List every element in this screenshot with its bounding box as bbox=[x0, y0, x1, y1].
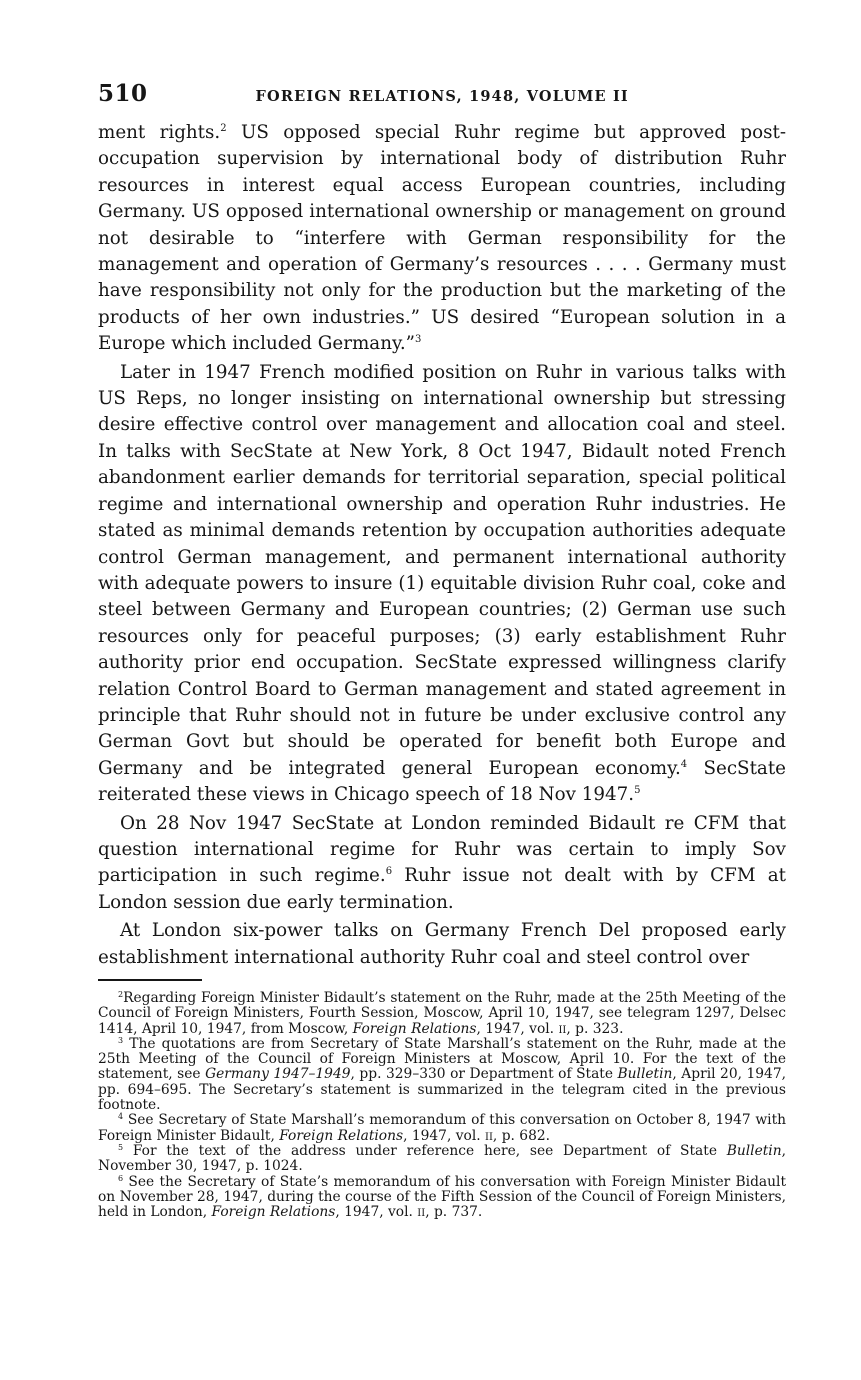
page-number: 510 bbox=[98, 80, 148, 107]
paragraphs-2-footnote-ref: 6 bbox=[385, 866, 393, 878]
footnote-4 bbox=[98, 1113, 786, 1144]
paragraphs-1-text: SecState reiterated these views in Chicago speech of 18 Nov 1947. bbox=[98, 757, 786, 806]
footnotes-4-footnote-ref: 6 bbox=[118, 1173, 124, 1183]
paragraphs-1-footnote-ref: 4 bbox=[680, 758, 688, 770]
footnotes-1-footnote-ref: 3 bbox=[118, 1035, 124, 1045]
footnotes-1-text: , pp. 329–330 or Department of State bbox=[350, 1066, 618, 1083]
footnotes-0-footnote-ref: 2 bbox=[118, 990, 124, 999]
footnotes-1-text: The quotations are from Secretary of State Marshall’s statement on the Ruhr, made at the 25th Meeting of the Council of Foreign Ministers at Moscow, April 10. For the text of the statement, see bbox=[98, 1035, 786, 1083]
footnotes-4-text: See the Secretary of State’s memorandum of his conversation with Foreign Minister Bidault on November 28, 1947, during the course of the Fifth Session of the Council of Foreign Ministers, held in London, bbox=[98, 1173, 786, 1221]
footnotes-4-text: , 1947, vol. bbox=[335, 1204, 418, 1221]
footnotes-1-text: , April 20, 1947, pp. 694–695. The Secretary’s statement is summarized in the telegram cited in the previous footnote. bbox=[98, 1066, 786, 1114]
document-page bbox=[98, 80, 786, 1220]
paragraphs-2-text: On 28 Nov 1947 SecState at London reminded Bidault re CFM that question international regime for Ruhr was certain to imply Sov participation in such regime. bbox=[98, 812, 786, 887]
paragraphs-2-text: Ruhr issue not dealt with by CFM at London session due early termination. bbox=[98, 865, 786, 913]
footnotes-2-text: , 1947, vol. bbox=[403, 1127, 486, 1144]
footnotes-3-footnote-ref: 5 bbox=[118, 1142, 124, 1152]
paragraph-4 bbox=[98, 918, 786, 971]
body-text bbox=[98, 120, 786, 971]
footnotes-0-text: Regarding Foreign Minister Bidault’s statement on the Ruhr, made at the 25th Meeting of the Council of Foreign Ministers, Fourth Session, Moscow, April 10, 1947, see telegram 1297, Delsec 1414, April 10, 1947, from Moscow, bbox=[98, 990, 786, 1037]
footnotes bbox=[98, 991, 786, 1220]
page-header bbox=[98, 80, 786, 120]
footnotes-2-volume-numeral: ii bbox=[485, 1127, 493, 1144]
footnotes-0-text: , 1947, vol. bbox=[476, 1020, 559, 1037]
footnotes-0-italic-title: Foreign Relations bbox=[352, 1020, 477, 1037]
footnotes-4-italic-title: Foreign Relations bbox=[211, 1204, 336, 1221]
paragraphs-0-text: US opposed special Ruhr regime but approved post-occupation supervision by international body of distribution Ruhr resources in interest equal access European countries, including Germany. US opposed international ownership or management on ground not desirable to “interfere with German responsibility for the management and operation of Germany’s resources . . . . Germany must have responsibility not only for the production but the marketing of the products of her own industries.” US desired “European solution in a Europe which included Germany.” bbox=[98, 122, 787, 355]
footnote-6 bbox=[98, 1175, 786, 1221]
footnotes-0-volume-numeral: ii bbox=[558, 1020, 567, 1037]
paragraph-3 bbox=[98, 811, 786, 917]
footnote-divider bbox=[98, 979, 202, 981]
footnotes-1-italic-title: Bulletin bbox=[617, 1066, 673, 1083]
paragraphs-0-text: ment rights. bbox=[98, 122, 221, 143]
paragraphs-1-footnote-ref: 5 bbox=[634, 785, 641, 797]
footnotes-2-text: See Secretary of State Marshall’s memorandum of this conversation on October 8, 1947 with Foreign Minister Bidault, bbox=[98, 1112, 786, 1144]
paragraphs-0-footnote-ref: 2 bbox=[220, 123, 227, 134]
footnote-3 bbox=[98, 1037, 786, 1113]
footnotes-3-text: , November 30, 1947, p. 1024. bbox=[98, 1142, 786, 1175]
footnote-2 bbox=[98, 991, 786, 1037]
paragraph-2 bbox=[98, 360, 786, 809]
running-head: FOREIGN RELATIONS, 1948, VOLUME II bbox=[255, 88, 629, 105]
footnotes-3-italic-title: Bulletin bbox=[726, 1142, 782, 1159]
footnotes-1-italic-title: Germany 1947–1949 bbox=[205, 1066, 351, 1083]
footnotes-3-text: For the text of the address under reference here, see Department of State bbox=[123, 1142, 727, 1159]
footnote-5 bbox=[98, 1144, 786, 1175]
footnotes-0-text: , p. 323. bbox=[566, 1020, 624, 1037]
paragraphs-3-text: At London six-power talks on Germany French Del proposed early establishment international authority Ruhr coal and steel control over bbox=[98, 920, 786, 968]
footnotes-4-text: , p. 737. bbox=[425, 1204, 483, 1221]
paragraphs-0-footnote-ref: 3 bbox=[415, 334, 422, 346]
paragraphs-1-text: Later in 1947 French modified position on Ruhr in various talks with US Reps, no longer insisting on international ownership but stressing desire effective control over management and allocation coal and steel. In talks with SecState at New York, 8 Oct 1947, Bidault noted French abandonment earlier demands for territorial separation, special political regime and international ownership and operation Ruhr industries. He stated as minimal demands retention by occupation authorities adequate control German management, and permanent international authority with adequate powers to insure (1) equitable division Ruhr coal, coke and steel between Germany and European countries; (2) German use such resources only for peaceful purposes; (3) early establishment Ruhr authority prior end occupation. SecState expressed willingness clarify relation Control Board to German management and stated agreement in principle that Ruhr should not in future be under exclusive control any German Govt but should be operated for benefit both Europe and Germany and be integrated general European economy. bbox=[98, 361, 786, 779]
footnotes-2-footnote-ref: 4 bbox=[118, 1112, 124, 1122]
footnotes-4-volume-numeral: ii bbox=[417, 1204, 426, 1221]
footnotes-2-italic-title: Foreign Relations bbox=[279, 1127, 404, 1144]
footnotes-2-text: , p. 682. bbox=[492, 1127, 551, 1144]
paragraph-1 bbox=[98, 120, 786, 358]
